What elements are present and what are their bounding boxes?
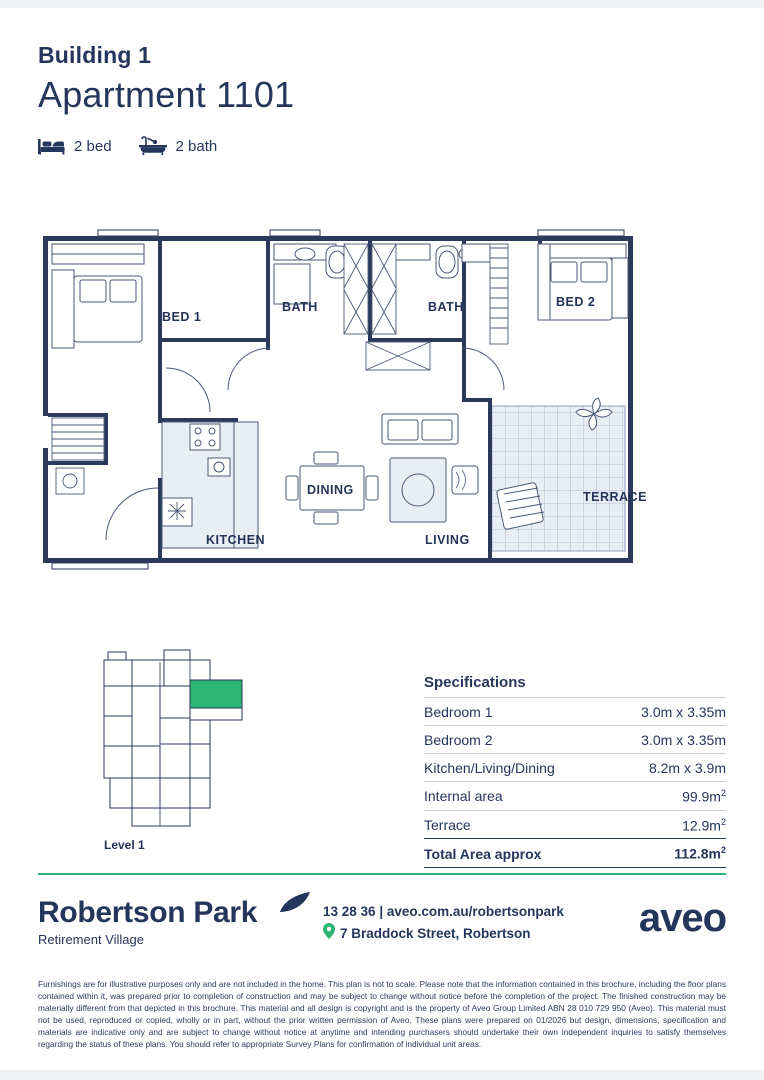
bed-count-label: 2 bed [74,137,112,155]
spec-label: Kitchen/Living/Dining [424,760,555,776]
bath-icon [138,136,168,156]
bed-icon [38,136,66,156]
room-label-bed2: BED 2 [556,295,596,309]
spec-value: 8.2m x 3.9m [648,760,726,776]
village-subtitle: Retirement Village [38,932,144,947]
aveo-logo: aveo [638,896,726,940]
room-label-terrace: TERRACE [583,490,647,504]
spec-row [424,697,726,725]
room-label-bath-1: BATH [282,300,318,314]
contact-separator: | [379,904,384,919]
spec-value: $99.9m^2$ [682,788,726,805]
bath-count-label: 2 bath [175,137,218,155]
contact-block [323,902,564,946]
spec-row [424,781,726,810]
disclaimer-text: Furnishings are for illustrative purposes only and are not included in the home. This plan is not to scale. Please note that the information contained in this brochure, including the floor plans contained within it, was prepared prior to completion of construction and may be subject to change without notice before the completion of the project. The finished construction may be materially different from that depicted in this brochure. This material and all design is copyright and is the property of Aveo Group Limited ABN 28 010 729 950 (Aveo). This material must not be used, reproduced or copied, wholly or in part, without the prior written permission of Aveo. These plans were prepared on 01/2026 but design, dimensions, specification and materials are indicative only and are subject to change without notice at anytime and intending purchasers should undertake their own independent inquiries to satisfy themselves regarding the status of these plans. You should refer to appropriate Survey Plans for confirmation of individual unit areas. [38,979,726,1050]
building-label: Building 1 [38,42,152,68]
footer-divider [38,873,726,875]
spec-total-value: $112.8m^2$ [674,845,726,862]
room-label-bath-2: BATH [428,300,464,314]
street-address: 7 Braddock Street, Robertson [340,925,531,941]
contact-line-1 [323,902,564,923]
floor-plan-drawing [38,218,726,598]
level-key-plan [92,648,262,833]
spec-row [424,725,726,753]
spec-value: 3.0m x 3.35m [641,732,726,748]
room-label-kitchen: KITCHEN [206,533,266,547]
floor-plan [38,218,726,598]
spec-row [424,810,726,839]
village-brand [38,898,257,947]
spec-value: $12.9m^2$ [682,816,726,834]
website-link[interactable]: aveo.com.au/robertsonpark [386,904,564,919]
village-name: Robertson Park [38,896,258,929]
level-label: Level 1 [104,838,145,852]
room-label-living: LIVING [425,533,470,547]
page-bottom-margin [0,1070,764,1080]
spec-label: Bedroom 1 [424,704,493,720]
level-key-plan-drawing [92,648,262,833]
spec-label: Bedroom 2 [424,732,493,748]
spec-total-label: Total Area approx [424,845,542,862]
specifications-title: Specifications [424,674,526,691]
page-top-margin [0,0,764,8]
spec-label: Internal area [424,788,503,805]
room-label-bed1: BED 1 [162,310,202,324]
location-pin-icon [323,923,335,946]
spec-row [424,753,726,781]
leaf-icon [278,890,312,921]
room-label-dining: DINING [307,483,354,497]
spec-label: Terrace [424,816,471,833]
page-title: Apartment 1101 [38,74,295,115]
spec-value: 3.0m x 3.35m [641,704,726,720]
phone-number[interactable]: 13 28 36 [323,904,376,919]
specifications-panel [424,674,726,868]
contact-line-2 [323,923,564,946]
bed-bath-summary [38,136,235,156]
spec-total-row [424,838,726,868]
